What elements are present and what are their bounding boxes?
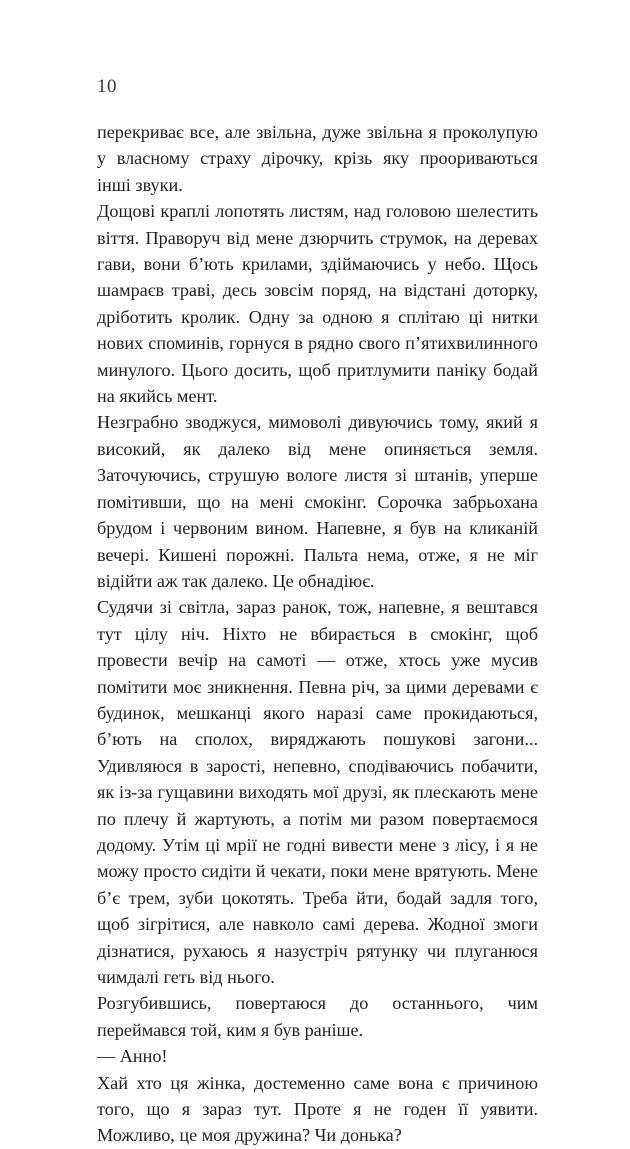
paragraph-7: Хай хто ця жінка, достеменно саме вона є причиною того, що я зараз тут. Проте я не годен її уявити. Можливо, це моя дружина? Чи донька? — [97, 1072, 538, 1146]
paragraph-2: Дощові краплі лопотять листям, над головою шелестить віття. Праворуч від мене дзюрчить струмок, на деревах гави, вони б’ють крилами, здіймаючись у небо. Щось шамраєв траві, десь зовсім поряд, на відстані доторку, дріботить кролик. Одну за одною я сплітаю ці нитки нових споминів, горнуся в рядно свого п’ятихвилинного минулого. Цього досить, щоб притлумити паніку бодай на якийсь мент. — [97, 201, 538, 407]
paragraph-4: Судячи зі світла, зараз ранок, тож, напевне, я вештався тут цілу ніч. Ніхто не вбирається в смокінг, щоб провести вечір на самоті — отже, хтось уже мусив помітити моє зникнення. Певна річ, за цими деревами є будинок, мешканці якого наразі саме прокидаються, б’ють на сполох, виряджають пошукові загони... Удивляюся в зарості, непевно, сподіваючись побачити, як із-за гущавини виходять мої друзі, як плескають мене по плечу й жартують, а потім ми разом повертаємося додому. Утім ці мрії не годні вивести мене з лісу, і я не можу просто сидіти й чекати, поки мене врятують. Мене б’є трем, зуби цокотять. Треба йти, бодай задля того, щоб зігрітися, але навколо самі дерева. Жодної змоги дізнатися, рухаюсь я назустріч рятунку чи плуганюся чимдалі геть від нього. — [97, 597, 538, 987]
page-number: 10 — [97, 76, 117, 97]
paragraph-3: Незграбно зводжуся, мимоволі дивуючись тому, який я високий, як далеко від мене опиняється земля. Заточуючись, струшую вологе листя зі штанів, уперше помітивши, що на мені смокінг. Сорочка забрьохана брудом і червоним вином. Напевне, я був на кликаній вечері. Кишені порожні. Пальта нема, отже, я не міг відійти аж так далеко. Це обнадіює. — [97, 412, 538, 591]
paragraph-5: Розгубившись, повертаюся до останнього, чим переймався той, ким я був раніше. — [97, 993, 538, 1040]
paragraph-6-dialogue: — Анно! — [97, 1046, 168, 1067]
body-text — [97, 119, 538, 1149]
paragraph-1: перекриває все, але звільна, дуже звільна я проколупую у власному страху дірочку, крізь яку проориваються інші звуки. — [97, 122, 538, 195]
